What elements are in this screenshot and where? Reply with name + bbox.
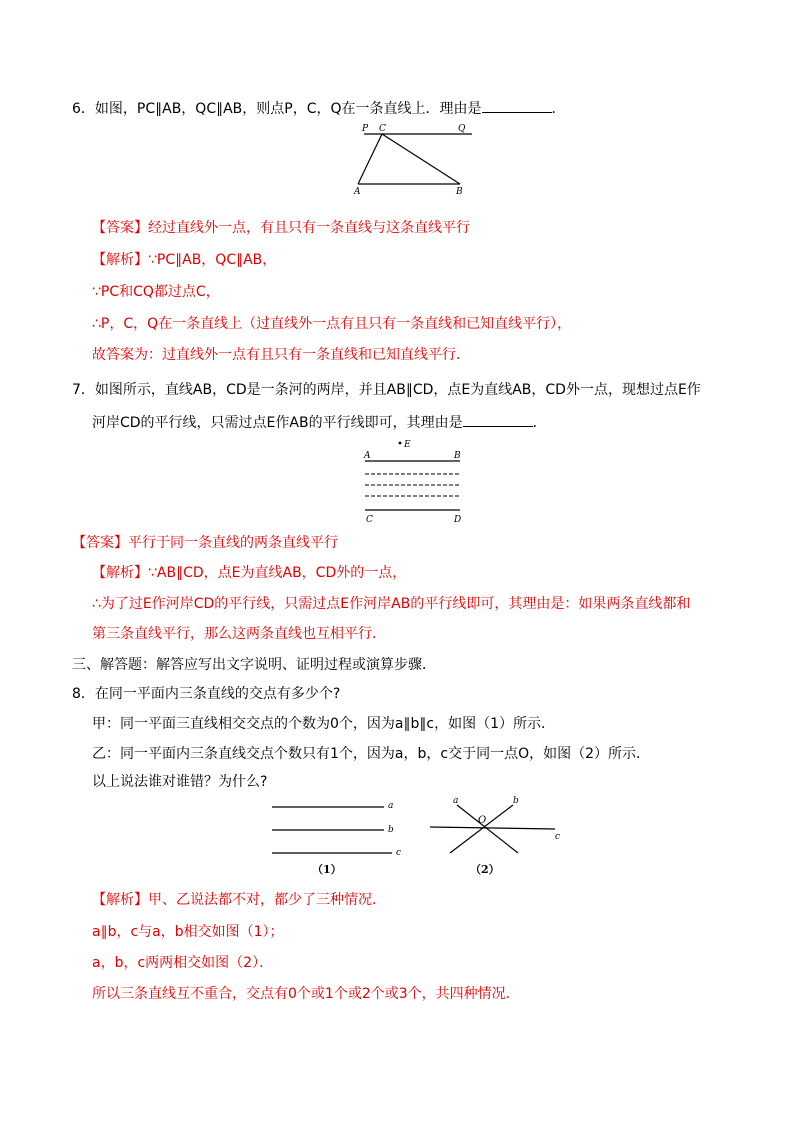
q8-fig2-label-o: O bbox=[478, 815, 487, 826]
q6-line-ca bbox=[358, 134, 382, 184]
q6-analysis-1: 【解析】∵PC∥AB，QC∥AB， bbox=[92, 252, 277, 268]
q8-analysis-2: a∥b，c与a，b相交如图（1）； bbox=[92, 924, 284, 940]
q6-label-b: B bbox=[456, 187, 463, 197]
q6-label-p: P bbox=[362, 124, 369, 134]
q8-figure-1 bbox=[262, 795, 412, 880]
q8-jia: 甲：同一平面三直线相交交点的个数为0个，因为a∥b∥c，如图（1）所示． bbox=[92, 716, 555, 732]
q6-stem-text: 6．如图，PC∥AB，QC∥AB，则点P，C，Q在一条直线上．理由是 bbox=[72, 101, 482, 117]
q6-label-c: C bbox=[379, 124, 386, 134]
q7-analysis-3: 第三条直线平行，那么这两条直线也互相平行． bbox=[92, 626, 386, 642]
q8-fig1-caption: （1） bbox=[312, 863, 342, 876]
q6-figure bbox=[350, 118, 480, 198]
q7-label-e: E bbox=[404, 440, 411, 450]
q6-answer: 【答案】经过直线外一点，有且只有一条直线与这条直线平行 bbox=[92, 220, 470, 236]
q7-analysis-1: 【解析】∵AB∥CD，点E为直线AB，CD外的一点， bbox=[92, 565, 407, 581]
q7-figure bbox=[360, 438, 470, 528]
q8-stem: 8．在同一平面内三条直线的交点有多少个? bbox=[72, 686, 341, 702]
q8-fig1-label-b: b bbox=[388, 825, 394, 835]
q8-yi: 乙：同一平面内三条直线交点个数只有1个，因为a，b，c交于同一点O，如图（2）所示． bbox=[92, 746, 650, 762]
q7-label-b: B bbox=[454, 451, 461, 461]
q6-stem-end: ． bbox=[551, 101, 566, 117]
q8-fig2-label-b: b bbox=[513, 796, 519, 806]
q8-analysis-3: a，b，c两两相交如图（2）． bbox=[92, 955, 274, 971]
q7-analysis-2: ∴为了过E作河岸CD的平行线，只需过点E作河岸AB的平行线即可，其理由是：如果两条直线都和 bbox=[92, 596, 691, 612]
q6-analysis-2: ∵PC和CQ都过点C， bbox=[92, 284, 220, 300]
q7-label-d: D bbox=[454, 515, 462, 525]
q8-fig2-caption: （2） bbox=[470, 863, 500, 876]
q6-analysis-3: ∴P，C，Q在一条直线上（过直线外一点有且只有一条直线和已知直线平行）， bbox=[92, 316, 572, 332]
q8-figure-2 bbox=[425, 795, 565, 880]
q8-fig2-label-c: c bbox=[555, 832, 561, 842]
q7-answer-blank bbox=[463, 412, 533, 427]
q8-analysis-4: 所以三条直线互不重合，交点有0个或1个或2个或3个，共四种情况． bbox=[92, 986, 520, 1002]
q7-point-e bbox=[399, 442, 402, 445]
q7-answer: 【答案】平行于同一条直线的两条直线平行 bbox=[72, 535, 338, 551]
q7-stem-line1: 7．如图所示，直线AB，CD是一条河的两岸，并且AB∥CD，点E为直线AB，CD外一点，现想过点E作 bbox=[72, 382, 701, 398]
q6-analysis-4: 故答案为：过直线外一点有且只有一条直线和已知直线平行． bbox=[92, 347, 470, 363]
q8-fig1-label-c: c bbox=[396, 848, 402, 858]
section3-heading: 三、解答题：解答应写出文字说明、证明过程或演算步骤． bbox=[72, 657, 436, 673]
q7-stem-end: ． bbox=[532, 415, 547, 431]
q8-fig2-line-b bbox=[450, 805, 513, 853]
q7-label-c: C bbox=[366, 515, 373, 525]
q7-label-a: A bbox=[364, 451, 371, 461]
q6-stem bbox=[72, 98, 566, 119]
q8-fig2-line-a bbox=[457, 805, 518, 853]
q6-label-q: Q bbox=[458, 124, 466, 134]
q8-fig2-label-a: a bbox=[453, 796, 459, 806]
q6-label-a: A bbox=[354, 187, 361, 197]
q6-line-cb bbox=[382, 134, 460, 184]
q7-stem-line2 bbox=[92, 412, 547, 433]
q8-question: 以上说法谁对谁错？为什么? bbox=[92, 774, 268, 790]
q8-analysis-1: 【解析】甲、乙说法都不对，都少了三种情况． bbox=[92, 892, 386, 908]
q8-fig1-label-a: a bbox=[388, 801, 394, 811]
q7-stem-line2-text: 河岸CD的平行线，只需过点E作AB的平行线即可，其理由是 bbox=[92, 415, 463, 431]
q8-fig2-line-c bbox=[430, 827, 555, 829]
q6-answer-blank bbox=[482, 98, 552, 113]
